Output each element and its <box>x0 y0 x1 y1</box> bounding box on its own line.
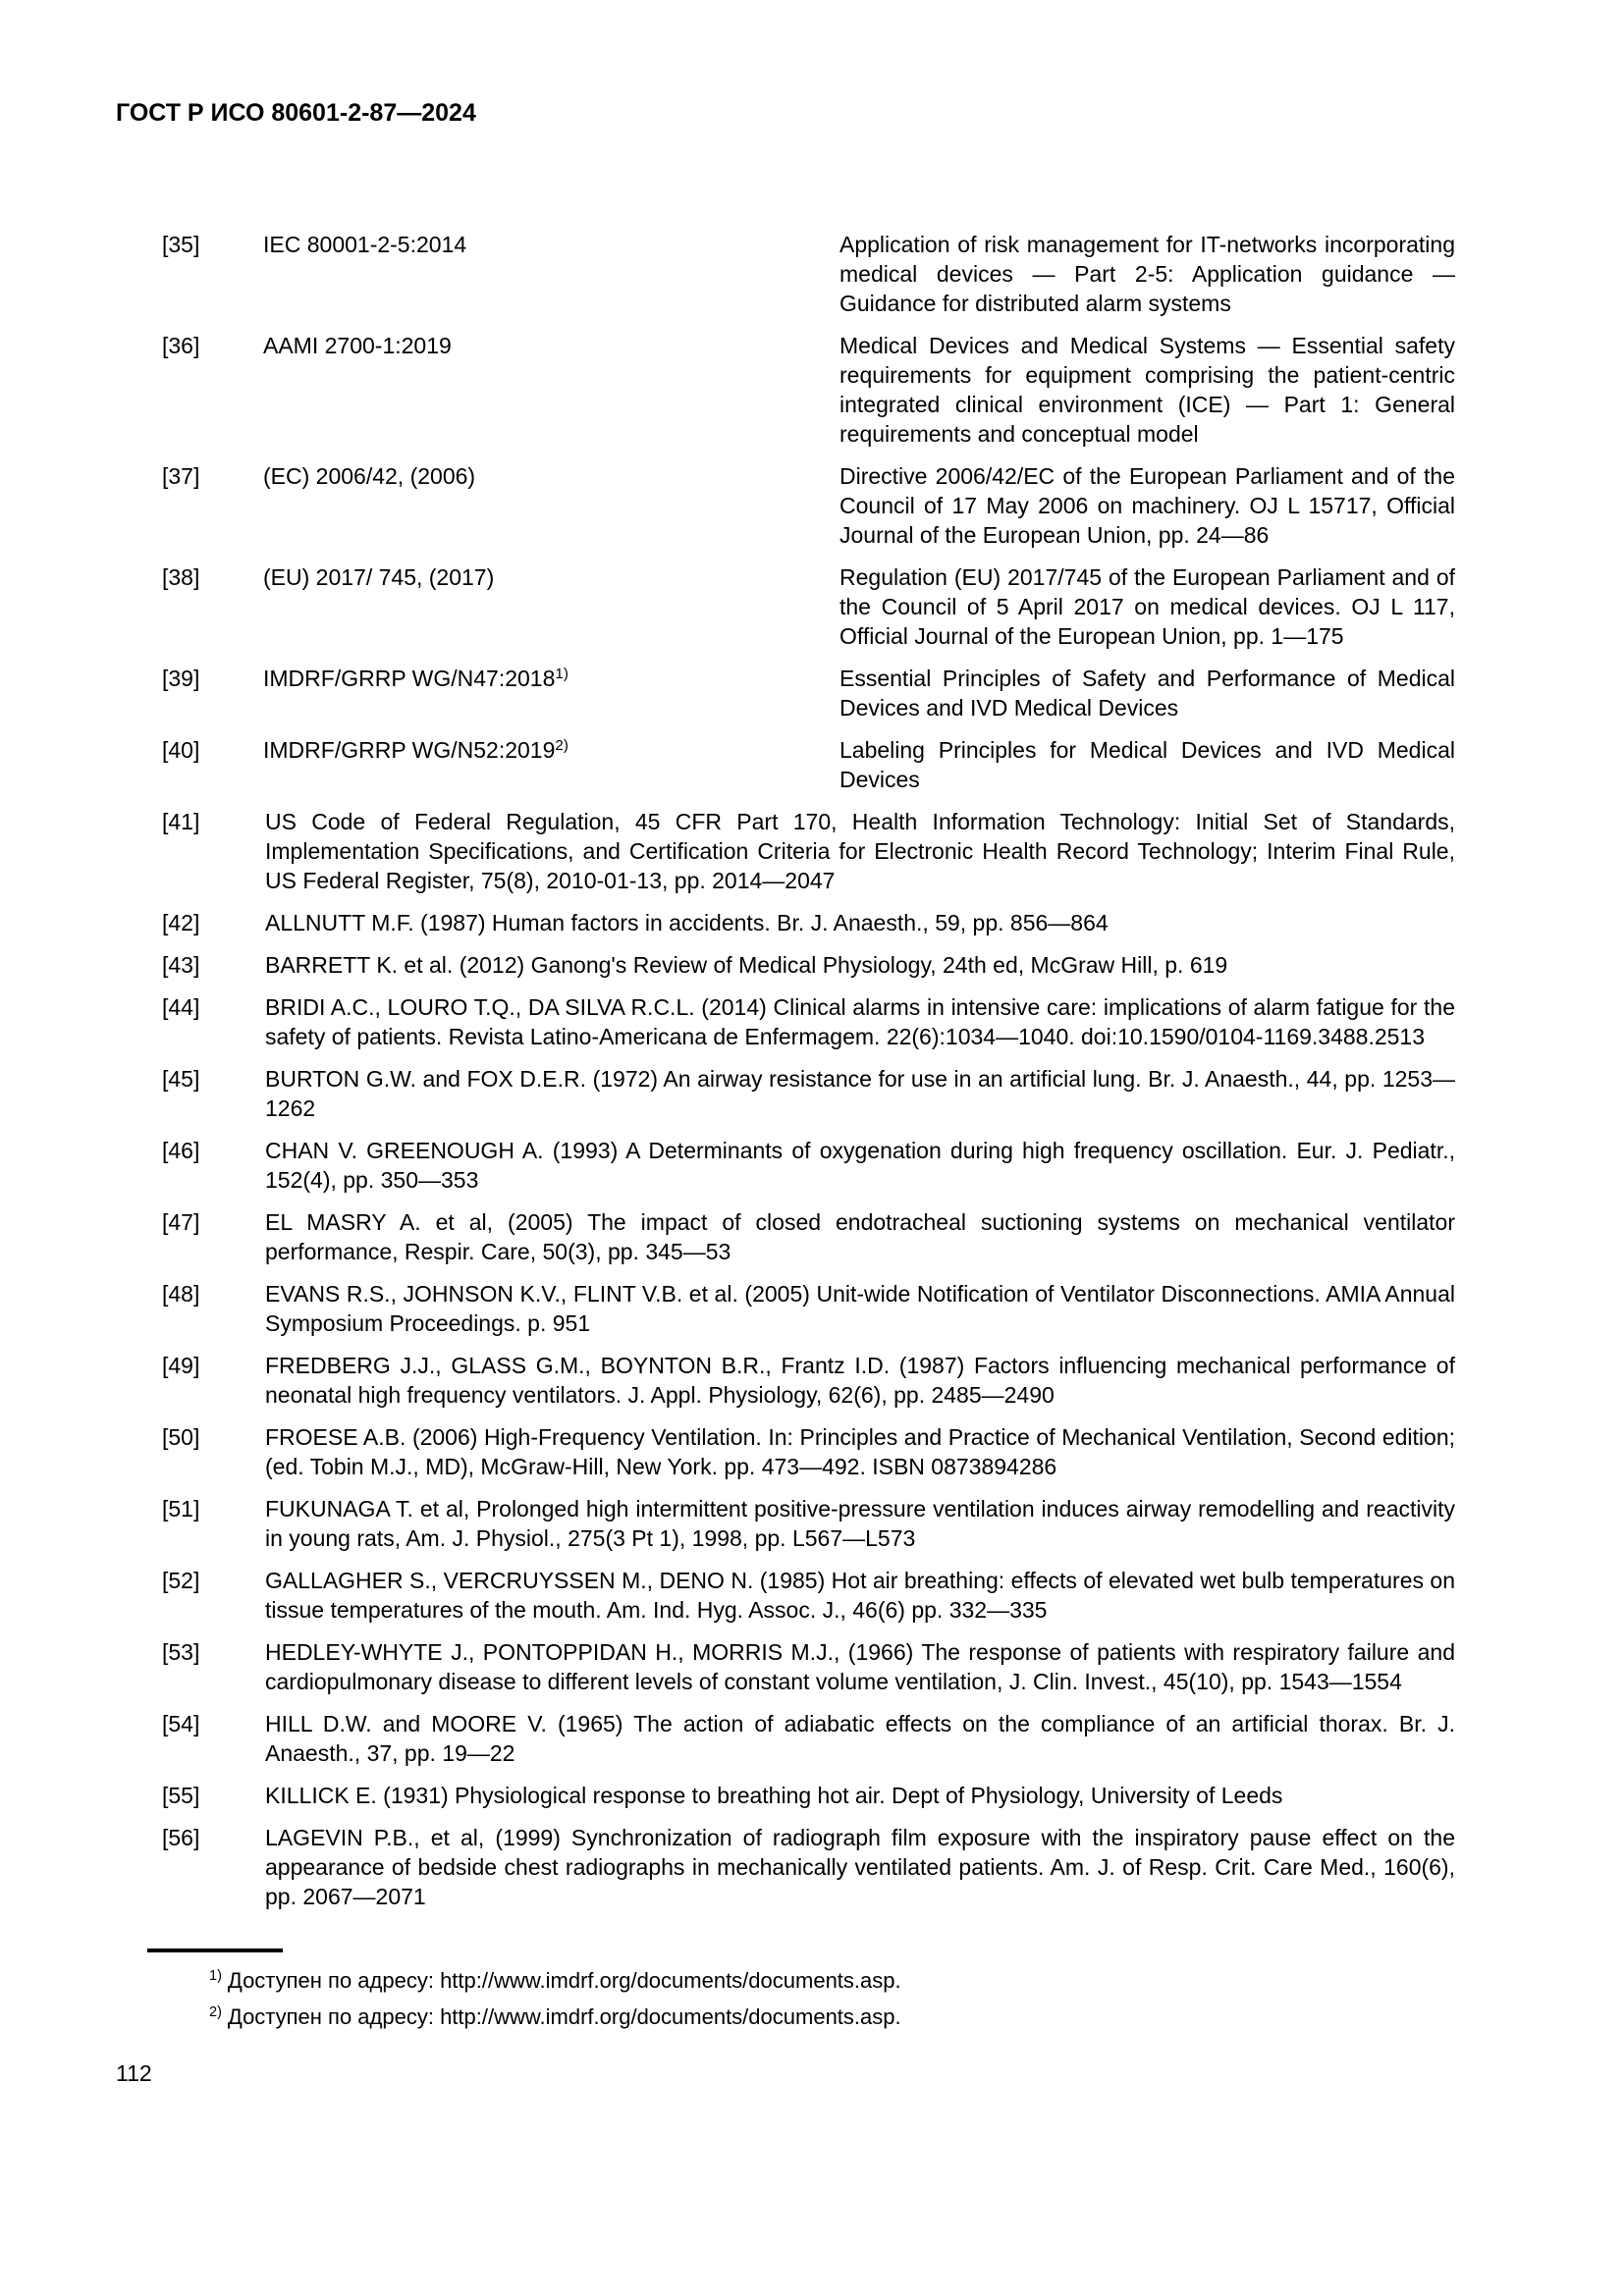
footnote-2-marker: 2) <box>209 2004 222 2021</box>
footnote-2 <box>116 1999 1455 2035</box>
reference-designation <box>263 461 839 550</box>
footnote-block <box>116 1949 1455 2035</box>
bibliography-text: BARRETT K. et al. (2012) Ganong's Review of Medical Physiology, 24th ed, McGraw Hill, p. 619 <box>265 952 1228 978</box>
bibliography-label: [45] <box>162 1066 200 1092</box>
bibliography-entry <box>116 1781 1455 1810</box>
reference-entry <box>116 735 1455 794</box>
bibliography-text: LAGEVIN P.B., et al, (1999) Synchronization of radiograph film exposure with the inspiratory pause effect on the appearance of bedside chest radiographs in mechanically ventilated patients. Am. J. of Resp. Crit. Care Med., 160(6), pp. 2067—2071 <box>265 1825 1455 1909</box>
bibliography-label: [48] <box>162 1281 200 1307</box>
page-number: 112 <box>116 2060 152 2086</box>
bibliography-text: BURTON G.W. and FOX D.E.R. (1972) An airway resistance for use in an artificial lung. Br. J. Anaesth., 44, pp. 1253—1262 <box>265 1066 1455 1121</box>
bibliography-label: [44] <box>162 994 200 1020</box>
bibliography-entry <box>116 1494 1455 1553</box>
reference-designation-text: IEC 80001-2-5:2014 <box>263 232 467 257</box>
bibliography-entry <box>116 950 1455 980</box>
reference-label: [38] <box>162 564 200 590</box>
bibliography-label: [54] <box>162 1711 200 1736</box>
bibliography-label: [50] <box>162 1424 200 1450</box>
bibliography-text: ALLNUTT M.F. (1987) Human factors in accidents. Br. J. Anaesth., 59, pp. 856—864 <box>265 910 1109 935</box>
bibliography-entry <box>116 1351 1455 1410</box>
bibliography-entry <box>116 908 1455 937</box>
bibliography-entry <box>116 992 1455 1051</box>
reference-designation-text: (EU) 2017/ 745, (2017) <box>263 564 495 590</box>
reference-description: Directive 2006/42/EC of the European Parliament and of the Council of 17 May 2006 on machinery. OJ L 15717, Official Journal of the European Union, pp. 24—86 <box>839 463 1455 548</box>
reference-designation-text: (EC) 2006/42, (2006) <box>263 463 476 489</box>
reference-entry <box>116 331 1455 449</box>
bibliography-text: CHAN V. GREENOUGH A. (1993) A Determinants of oxygenation during high frequency oscillation. Eur. J. Pediatr., 152(4), pp. 350—353 <box>265 1138 1455 1193</box>
bibliography-text: HILL D.W. and MOORE V. (1965) The action of adiabatic effects on the compliance of an artificial thorax. Br. J. Anaesth., 37, pp. 19—22 <box>265 1711 1455 1766</box>
reference-label: [36] <box>162 333 200 358</box>
bibliography-label: [42] <box>162 910 200 935</box>
bibliography-text: FUKUNAGA T. et al, Prolonged high intermittent positive-pressure ventilation induces airway remodelling and reactivity in young rats, Am. J. Physiol., 275(3 Pt 1), 1998, pp. L567—L573 <box>265 1496 1455 1551</box>
bibliography-text: KILLICK E. (1931) Physiological response to breathing hot air. Dept of Physiology, University of Leeds <box>265 1783 1283 1808</box>
bibliography-label: [49] <box>162 1353 200 1378</box>
reference-description: Essential Principles of Safety and Performance of Medical Devices and IVD Medical Devices <box>839 666 1455 721</box>
bibliography-label: [47] <box>162 1209 200 1235</box>
reference-designation <box>263 735 839 794</box>
reference-label: [40] <box>162 737 200 763</box>
reference-designation <box>263 230 839 318</box>
bibliography-label: [56] <box>162 1825 200 1850</box>
reference-designation <box>263 331 839 449</box>
bibliography-label: [41] <box>162 809 200 834</box>
reference-footnote-marker: 2) <box>555 736 568 754</box>
reference-designation <box>263 664 839 722</box>
reference-designation-text: IMDRF/GRRP WG/N47:2018 <box>263 666 556 691</box>
bibliography-text: US Code of Federal Regulation, 45 CFR Part 170, Health Information Technology: Initial Set of Standards, Implementation Specifications, and Certification Criteria for Electronic Health Record Technology; Interim Final Rule, US Federal Register, 75(8), 2010-01-13, pp. 2014—2047 <box>265 809 1455 893</box>
bibliography-label: [43] <box>162 952 200 978</box>
reference-description: Regulation (EU) 2017/745 of the European Parliament and of the Council of 5 April 2017 on medical devices. OJ L 117, Official Journal of the European Union, pp. 1—175 <box>839 564 1455 649</box>
bibliography-text: EL MASRY A. et al, (2005) The impact of closed endotracheal suctioning systems on mechanical ventilator performance, Respir. Care, 50(3), pp. 345—53 <box>265 1209 1455 1264</box>
bibliography-text: GALLAGHER S., VERCRUYSSEN M., DENO N. (1985) Hot air breathing: effects of elevated wet bulb temperatures on tissue temperatures of the mouth. Am. Ind. Hyg. Assoc. J., 46(6) pp. 332—335 <box>265 1568 1455 1623</box>
bibliography-entry <box>116 1823 1455 1911</box>
reference-footnote-marker: 1) <box>555 665 568 682</box>
bibliography-label: [53] <box>162 1639 200 1665</box>
bibliography-entry <box>116 1566 1455 1625</box>
bibliography-label: [55] <box>162 1783 200 1808</box>
reference-description: Labeling Principles for Medical Devices and IVD Medical Devices <box>839 737 1455 792</box>
bibliography-text: BRIDI A.C., LOURO T.Q., DA SILVA R.C.L. (2014) Clinical alarms in intensive care: implications of alarm fatigue for the safety of patients. Revista Latino-Americana de Enfermagem. 22(6):1034—1040. doi:10.1590/0104-1169.3488.2513 <box>265 994 1455 1049</box>
bibliography-entry <box>116 807 1455 895</box>
reference-label: [37] <box>162 463 200 489</box>
reference-description: Medical Devices and Medical Systems — Essential safety requirements for equipment comprising the patient-centric integrated clinical environment (ICE) — Part 1: General requirements and conceptual model <box>839 333 1455 447</box>
bibliography-text: HEDLEY-WHYTE J., PONTOPPIDAN H., MORRIS M.J., (1966) The response of patients with respiratory failure and cardiopulmonary disease to different levels of constant volume ventilation, J. Clin. Invest., 45(10), pp. 1543—1554 <box>265 1639 1455 1694</box>
bibliography-text: FROESE A.B. (2006) High-Frequency Ventilation. In: Principles and Practice of Mechanical Ventilation, Second edition; (ed. Tobin M.J., MD), McGraw-Hill, New York. pp. 473—492. ISBN 0873894286 <box>265 1424 1455 1479</box>
footnote-1-text: Доступен по адресу: http://www.imdrf.org/documents/documents.asp. <box>227 1968 901 1993</box>
bibliography-text: FREDBERG J.J., GLASS G.M., BOYNTON B.R., Frantz I.D. (1987) Factors influencing mechanical performance of neonatal high frequency ventilators. J. Appl. Physiology, 62(6), pp. 2485—2490 <box>265 1353 1455 1408</box>
reference-designation <box>263 562 839 651</box>
reference-entry <box>116 664 1455 722</box>
bibliography-entry <box>116 1279 1455 1338</box>
reference-label: [39] <box>162 666 200 691</box>
bibliography-label: [52] <box>162 1568 200 1593</box>
reference-designation-text: IMDRF/GRRP WG/N52:2019 <box>263 737 556 763</box>
footnote-2-text: Доступен по адресу: http://www.imdrf.org/documents/documents.asp. <box>227 2004 901 2029</box>
bibliography-entry <box>116 1637 1455 1696</box>
footnote-1-marker: 1) <box>209 1968 222 1985</box>
reference-description: Application of risk management for IT-networks incorporating medical devices — Part 2-5: Application guidance — Guidance for distributed alarm systems <box>839 232 1455 316</box>
references-list <box>116 230 1455 1911</box>
footnote-separator <box>147 1949 283 1952</box>
reference-label: [35] <box>162 232 200 257</box>
bibliography-label: [51] <box>162 1496 200 1522</box>
bibliography-label: [46] <box>162 1138 200 1163</box>
bibliography-entry <box>116 1709 1455 1768</box>
bibliography-entry <box>116 1136 1455 1195</box>
page-header: ГОСТ Р ИСО 80601-2-87—2024 <box>116 99 476 127</box>
reference-designation-text: AAMI 2700-1:2019 <box>263 333 452 358</box>
footnote-1 <box>116 1962 1455 1999</box>
reference-entry <box>116 562 1455 651</box>
bibliography-entry <box>116 1064 1455 1123</box>
bibliography-text: EVANS R.S., JOHNSON K.V., FLINT V.B. et al. (2005) Unit-wide Notification of Ventilator Disconnections. AMIA Annual Symposium Proceedings. p. 951 <box>265 1281 1455 1336</box>
reference-entry <box>116 230 1455 318</box>
bibliography-entry <box>116 1207 1455 1266</box>
bibliography-entry <box>116 1422 1455 1481</box>
reference-entry <box>116 461 1455 550</box>
